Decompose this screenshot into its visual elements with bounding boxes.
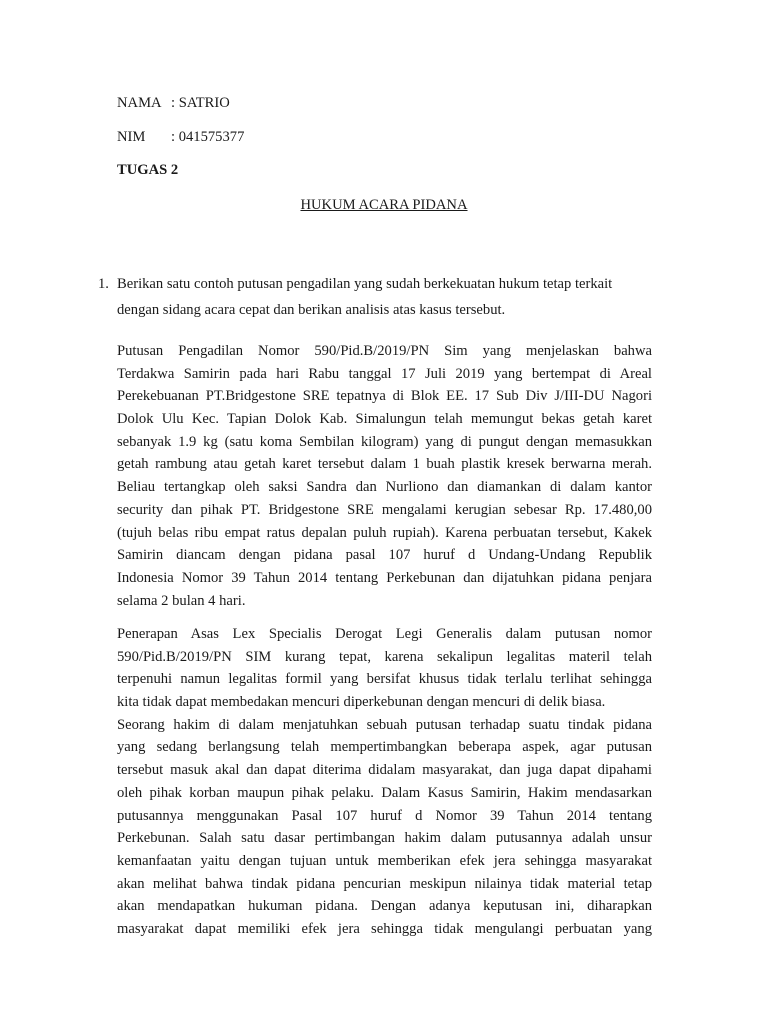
paragraph-line: (tujuh belas ribu empat ratus depalan puluh rupiah). Karena perbuatan tersebut, Kakek [117, 524, 652, 541]
paragraph-line: Dolok Ulu Kec. Tapian Dolok Kab. Simalungun telah memungut bekas getah karet [117, 411, 652, 428]
question-text [117, 271, 652, 323]
paragraph-line: oleh pihak korban maupun pihak pelaku. Dalam Kasus Samirin, Hakim mendasarkan [117, 784, 652, 801]
paragraph-line: akan melihat bahwa tindak pidana pencurian meskipun nilainya tidak material tetap [117, 875, 652, 892]
paragraph-line: getah rambung atau getah karet tersebut dalam 1 buah plastik kresek berwarna merah. [117, 456, 652, 473]
name-value: : SATRIO [171, 95, 230, 111]
paragraph-line: sebanyak 1.9 kg (satu koma Sembilan kilogram) yang di pungut dengan memasukkan [117, 433, 652, 450]
paragraph-line: Beliau tertangkap oleh saksi Sandra dan Nurliono dan diamankan di dalam kantor [117, 479, 652, 496]
paragraph-line: Seorang hakim di dalam menjatuhkan sebuah putusan terhadap suatu tindak pidana [117, 716, 652, 733]
answer-paragraph-2 [117, 623, 652, 941]
question-line: dengan sidang acara cepat dan berikan analisis atas kasus tersebut. [117, 302, 506, 318]
paragraph-line: putusannya menggunakan Pasal 107 huruf d Nomor 39 Tahun 2014 tentang [117, 807, 652, 824]
paragraph-line: tersebut masuk akal dan dapat diterima didalam masyarakat, dan juga dapat dipahami [117, 762, 652, 779]
paragraph-line: masyarakat dapat memiliki efek jera sehingga tidak mengulangi perbuatan yang [117, 920, 652, 937]
paragraph-line: kita tidak dapat membedakan mencuri diperkebunan dengan mencuri di delik biasa. [117, 694, 606, 711]
answer-paragraph-1 [117, 340, 652, 612]
paragraph-line: Perkebunan. Salah satu dasar pertimbangan hakim dalam putusannya adalah unsur [117, 830, 652, 847]
nim-value: : 041575377 [171, 129, 245, 145]
question-line: Berikan satu contoh putusan pengadilan yang sudah berkekuatan hukum tetap terkait [117, 276, 613, 292]
course-title: HUKUM ACARA PIDANA [300, 197, 468, 213]
paragraph-line: Perekebuanan PT.Bridgestone SRE tepatnya di Blok EE. 17 Sub Div J/III-DU Nagori [117, 388, 652, 405]
paragraph-line: 590/Pid.B/2019/PN SIM kurang tepat, karena sekalipun legalitas materil telah [117, 648, 652, 665]
paragraph-line: terpenuhi namun legalitas formil yang bersifat khusus tidak terlalu terlihat sehingga [117, 671, 652, 688]
assignment-label: TUGAS 2 [117, 162, 179, 178]
paragraph-line: Putusan Pengadilan Nomor 590/Pid.B/2019/PN Sim yang menjelaskan bahwa [117, 343, 652, 359]
paragraph-line: akan mendapatkan hukuman pidana. Dengan adanya keputusan ini, diharapkan [117, 898, 652, 915]
name-label: NAMA [117, 95, 162, 111]
paragraph-line: Terdakwa Samirin pada hari Rabu tanggal 17 Juli 2019 yang bertempat di Areal [117, 365, 652, 382]
nim-label: NIM [117, 129, 146, 145]
question-number: 1. [98, 276, 109, 292]
paragraph-line: Indonesia Nomor 39 Tahun 2014 tentang Perkebunan dan dijatuhkan pidana penjara [117, 569, 652, 586]
paragraph-line: Samirin diancam dengan pidana pasal 107 huruf d Undang-Undang Republik [117, 547, 652, 564]
paragraph-line: kemanfaatan yaitu dengan tujuan untuk memberikan efek jera sehingga masyarakat [117, 852, 652, 869]
paragraph-line: security dan pihak PT. Bridgestone SRE mengalami kerugian sebesar Rp. 17.480,00 [117, 501, 652, 518]
paragraph-line: selama 2 bulan 4 hari. [117, 592, 246, 609]
paragraph-line: Penerapan Asas Lex Specialis Derogat Legi Generalis dalam putusan nomor [117, 626, 652, 642]
paragraph-line: yang sedang berlangsung telah mempertimbangkan beberapa aspek, agar putusan [117, 739, 652, 756]
